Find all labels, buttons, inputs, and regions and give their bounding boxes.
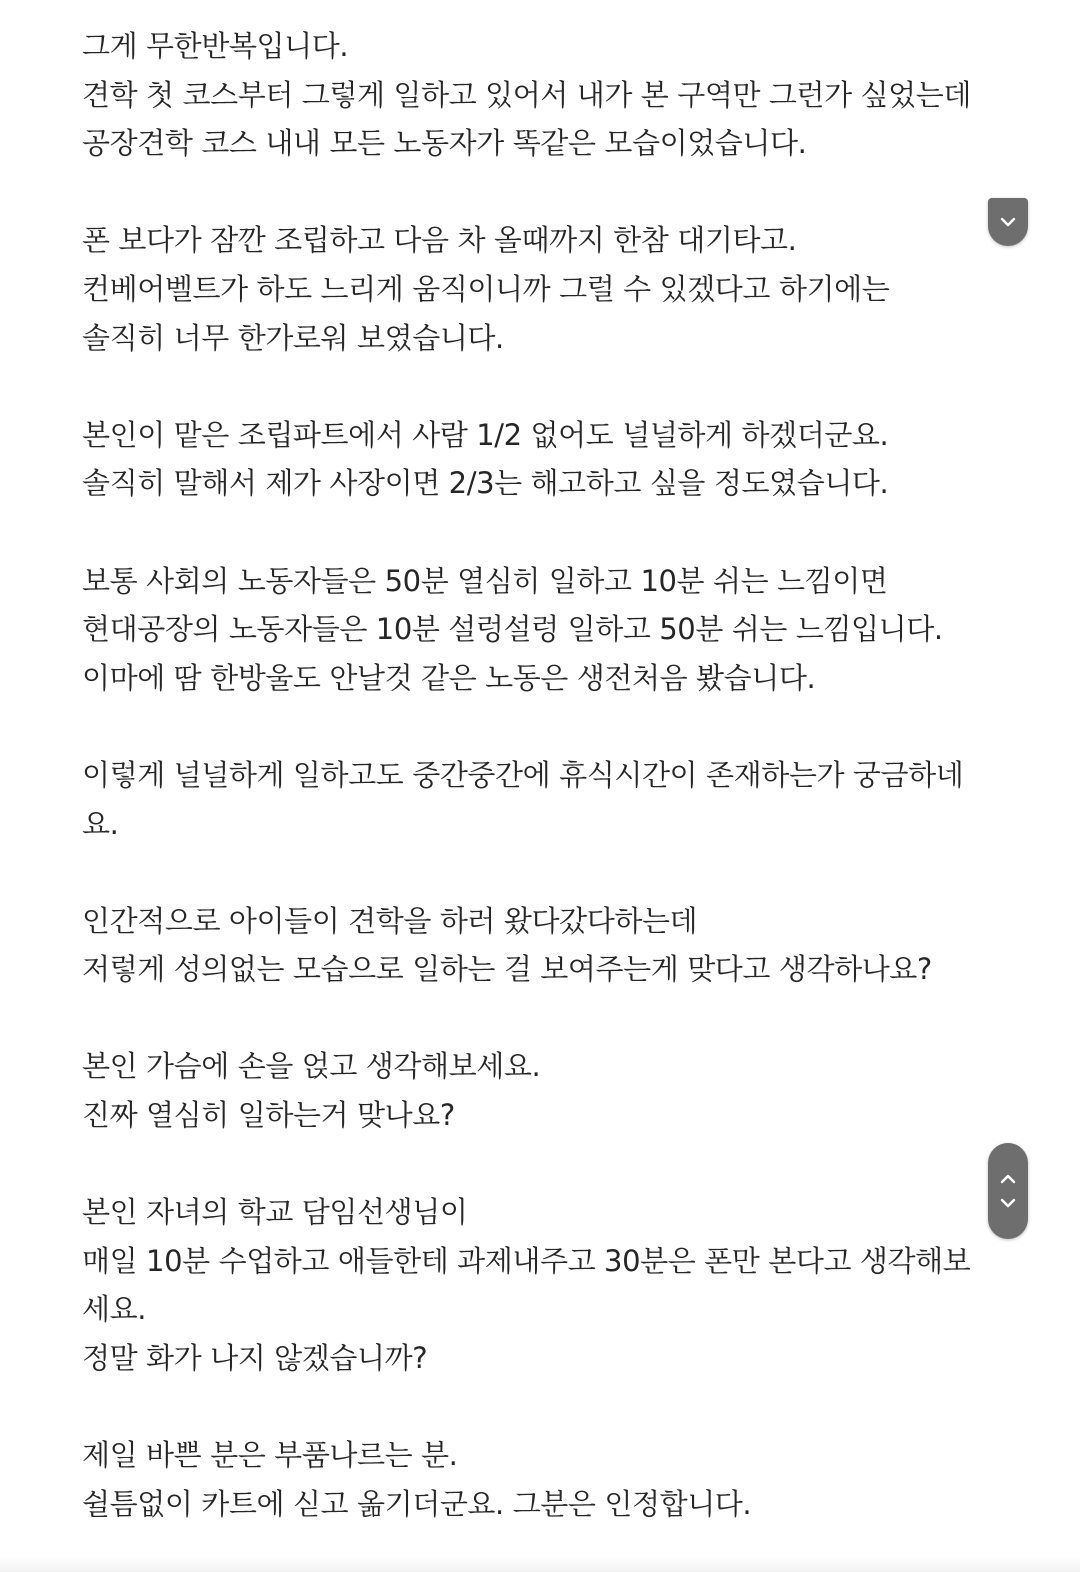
- bottom-edge: [0, 1556, 1080, 1572]
- text-line: 진짜 열심히 일하는거 맞나요?: [82, 1098, 455, 1133]
- text-line: 세요.: [82, 1292, 147, 1327]
- scroll-down-button[interactable]: [988, 198, 1028, 246]
- text-line: 그게 무한반복입니다.: [82, 29, 349, 63]
- text-line: 폰 보다가 잠깐 조립하고 다음 차 올때까지 한참 대기타고.: [82, 223, 797, 258]
- paragraph-gap: [82, 168, 1002, 217]
- paragraph-gap: [82, 1140, 1002, 1189]
- text-line: 보통 사회의 노동자들은 50분 열심히 일하고 10분 쉬는 느낌이면: [82, 563, 888, 598]
- text-line: 요.: [82, 806, 119, 841]
- text-line: 솔직히 너무 한가로워 보였습니다.: [82, 320, 504, 355]
- paragraph-gap: [82, 702, 1002, 751]
- text-line: 쉴틈없이 카트에 싣고 옮기더군요. 그분은 인정합니다.: [82, 1486, 752, 1521]
- text-line: 이마에 땀 한방울도 안날것 같은 노동은 생전처음 봤습니다.: [82, 660, 816, 695]
- paragraph: [82, 216, 1002, 362]
- article-body: [82, 22, 1002, 1528]
- text-line: 본인 가슴에 손을 얹고 생각해보세요.: [82, 1049, 541, 1084]
- text-line: 공장견학 코스 내내 모든 노동자가 똑같은 모습이었습니다.: [82, 126, 807, 161]
- scroll-control: [988, 1143, 1028, 1239]
- text-line: 저렇게 성의없는 모습으로 일하는 걸 보여주는게 맞다고 생각하나요?: [82, 952, 932, 987]
- paragraph: [82, 1431, 1002, 1528]
- text-line: 본인 자녀의 학교 담임선생님이: [82, 1195, 468, 1230]
- paragraph-gap: [82, 362, 1002, 411]
- text-line: 견학 첫 코스부터 그렇게 일하고 있어서 내가 본 구역만 그런가 싶었는데: [82, 77, 971, 112]
- paragraph-gap: [82, 848, 1002, 897]
- text-line: 본인이 맡은 조립파트에서 사람 1/2 없어도 널널하게 하겠더군요.: [82, 417, 889, 452]
- text-line: 매일 10분 수업하고 애들한테 과제내주고 30분은 폰만 본다고 생각해보: [82, 1243, 971, 1278]
- text-line: 솔직히 말해서 제가 사장이면 2/3는 해고하고 싶을 정도였습니다.: [82, 466, 889, 501]
- chevron-down-icon[interactable]: [997, 1196, 1019, 1210]
- chevron-up-icon[interactable]: [997, 1172, 1019, 1186]
- text-line: 인간적으로 아이들이 견학을 하러 왔다갔다하는데: [82, 903, 698, 938]
- paragraph: [82, 411, 1002, 508]
- paragraph: [82, 897, 1002, 994]
- text-line: 이렇게 널널하게 일하고도 중간중간에 휴식시간이 존재하는가 궁금하네: [82, 757, 964, 792]
- text-line: 현대공장의 노동자들은 10분 설렁설렁 일하고 50분 쉬는 느낌입니다.: [82, 612, 943, 647]
- chevron-down-icon: [997, 215, 1019, 229]
- text-line: 컨베어벨트가 하도 느리게 움직이니까 그럴 수 있겠다고 하기에는: [82, 271, 890, 306]
- paragraph: [82, 1042, 1002, 1139]
- paragraph-gap: [82, 1383, 1002, 1432]
- text-line: 정말 화가 나지 않겠습니까?: [82, 1341, 428, 1376]
- paragraph: [82, 1188, 1002, 1382]
- paragraph: [82, 557, 1002, 703]
- paragraph-gap: [82, 994, 1002, 1043]
- paragraph: [82, 751, 1002, 848]
- text-line: 제일 바쁜 분은 부품나르는 분.: [82, 1438, 458, 1473]
- paragraph: [82, 22, 1002, 168]
- paragraph-gap: [82, 508, 1002, 557]
